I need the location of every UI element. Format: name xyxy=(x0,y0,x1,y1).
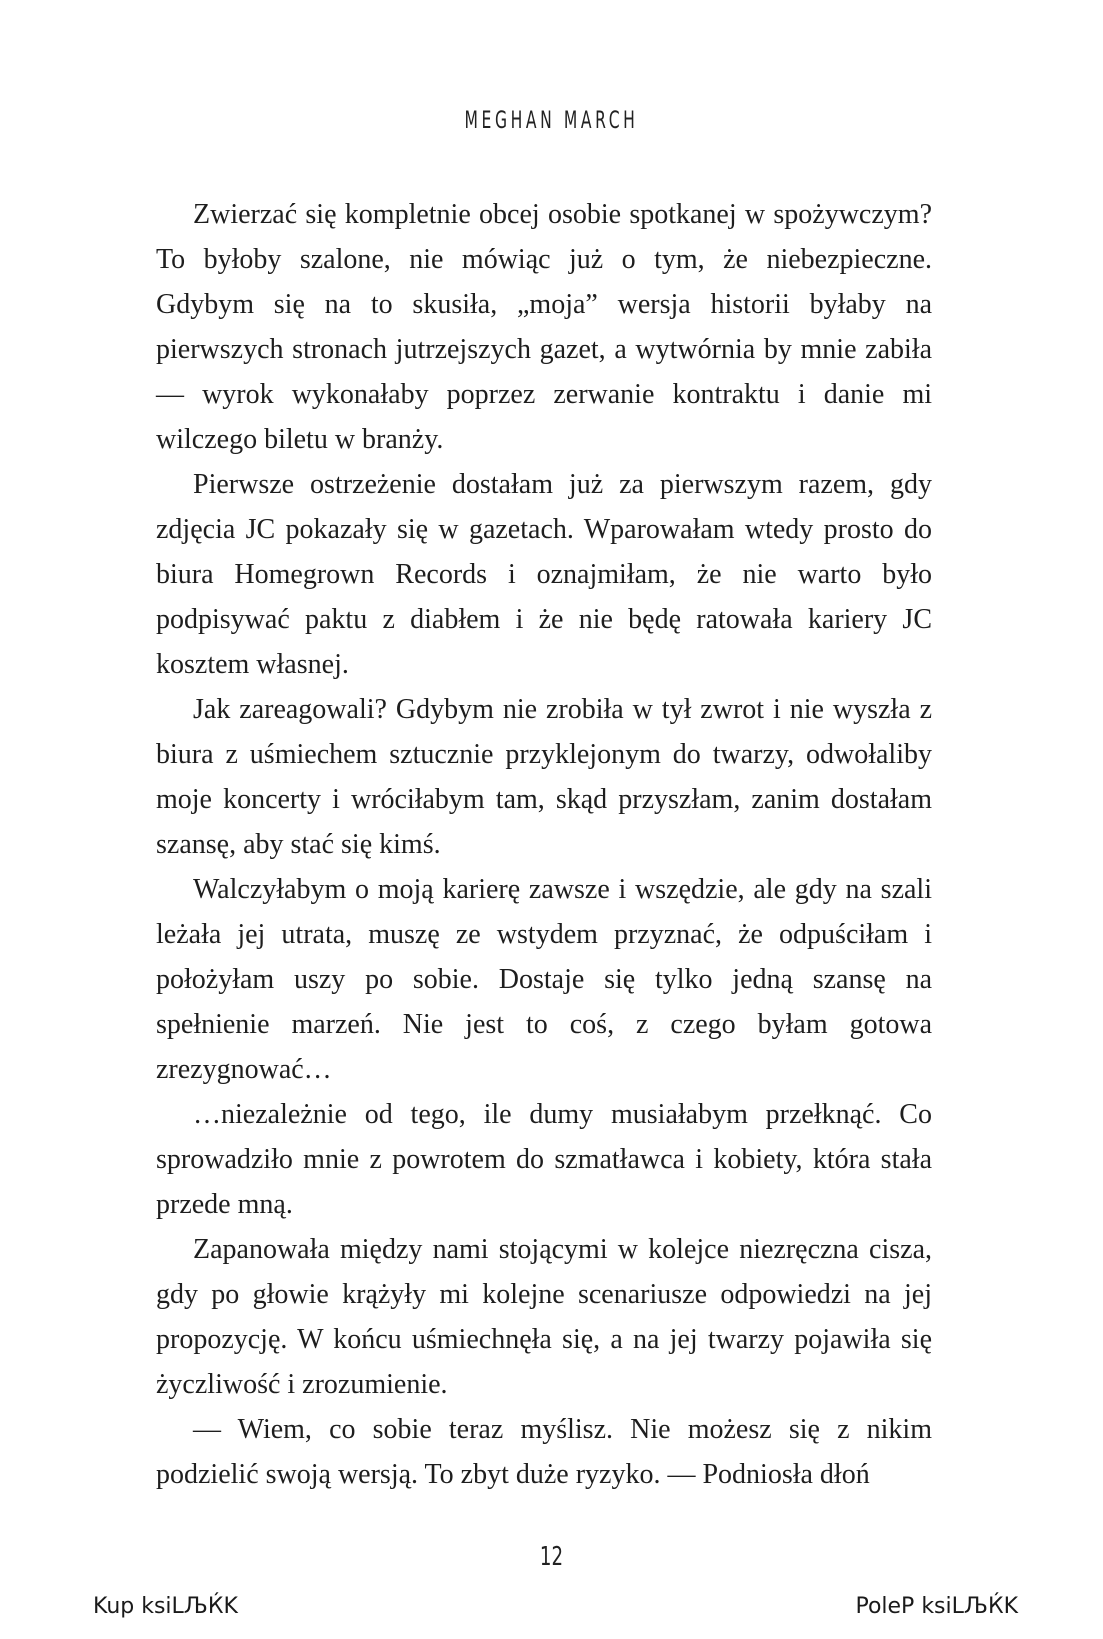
paragraph-2: Pierwsze ostrzeżenie dostałam już za pierwszym razem, gdy zdjęcia JC pokazały się w gazetach. Wparowałam wtedy prosto do biura Homegrown Records i oznajmiłam, że nie warto było podpisywać paktu z diabłem i że nie będę ratowała kariery JC kosztem własnej. xyxy=(156,469,932,680)
recommend-book-link[interactable]: PoleP ksiLЉЌK xyxy=(855,1594,1018,1619)
paragraph-6: Zapanowała między nami stojącymi w kolejce niezręczna cisza, gdy po głowie krążyły mi kolejne scenariusze odpowiedzi na jej propozycję. W końcu uśmiechnęła się, a na jej twarzy pojawiła się życzliwość i zrozumienie. xyxy=(156,1234,932,1400)
paragraph-7: — Wiem, co sobie teraz myślisz. Nie możesz się z nikim podzielić swoją wersją. To zbyt duże ryzyko. — Podniosła dłoń xyxy=(156,1414,932,1490)
running-head: MEGHAN MARCH xyxy=(464,106,639,134)
body-text xyxy=(156,192,932,1497)
paragraph-5: …niezależnie od tego, ile dumy musiałabym przełknąć. Co sprowadziło mnie z powrotem do szmatławca i kobiety, która stała przede mną. xyxy=(156,1099,932,1220)
paragraph-3: Jak zareagowali? Gdybym nie zrobiła w tył zwrot i nie wyszła z biura z uśmiechem sztucznie przyklejonym do twarzy, odwołaliby moje koncerty i wróciłabym tam, skąd przyszłam, zanim dostałam szansę, aby stać się kimś. xyxy=(156,694,932,860)
paragraph-4: Walczyłabym o moją karierę zawsze i wszędzie, ale gdy na szali leżała jej utrata, muszę ze wstydem przyznać, że odpuściłam i położyłam uszy po sobie. Dostaje się tylko jedną szansę na spełnienie marzeń. Nie jest to coś, z czego byłam gotowa zrezygnować… xyxy=(156,874,932,1085)
buy-book-link[interactable]: Kup ksiLЉЌK xyxy=(93,1594,238,1619)
paragraph-1: Zwierzać się kompletnie obcej osobie spotkanej w spożywczym? To byłoby szalone, nie mówiąc już o tym, że niebezpieczne. Gdybym się na to skusiła, „moja” wersja historii byłaby na pierwszych stronach jutrzejszych gazet, a wytwórnia by mnie zabiła — wyrok wykonałaby poprzez zerwanie kontraktu i danie mi wilczego biletu w branży. xyxy=(156,199,932,455)
page-number: 12 xyxy=(539,1542,564,1572)
